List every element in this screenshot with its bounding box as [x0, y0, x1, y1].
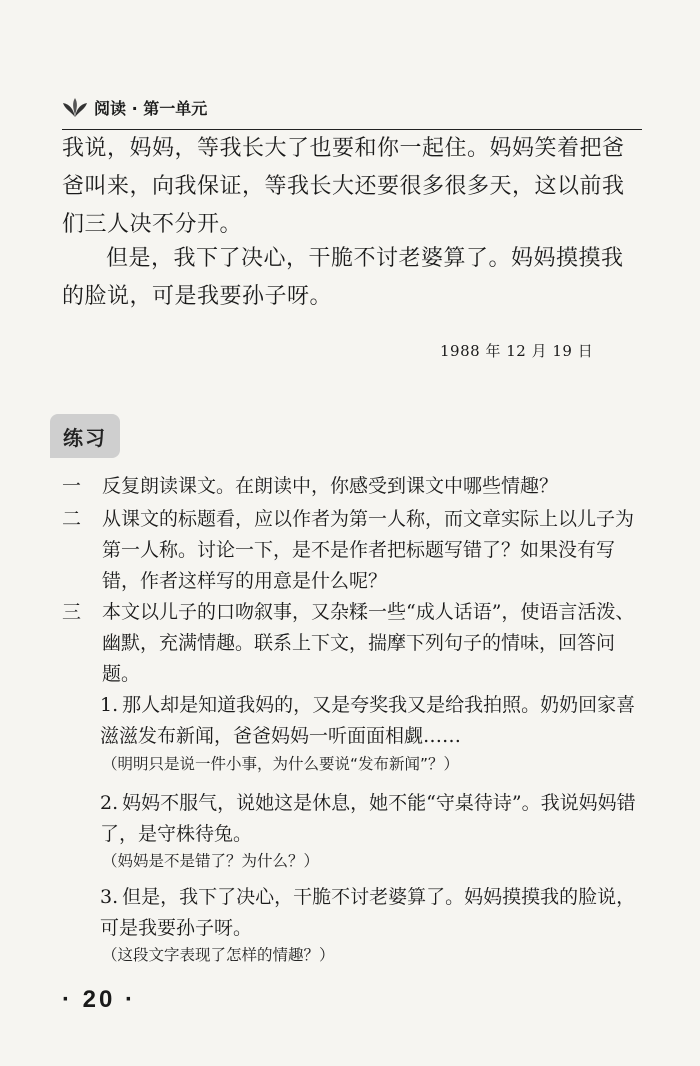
question-number: 三 — [62, 601, 82, 623]
question-text: 反复朗读课文。在朗读中，你感受到课文中哪些情趣？ — [102, 475, 559, 497]
sub-item-3 — [100, 882, 650, 944]
exercise-badge: 练习 — [50, 414, 120, 458]
paragraph-2: 但是，我下了决心，干脆不讨老婆算了。妈妈摸摸我的脸说，可是我要孙子呀。 — [62, 246, 624, 309]
sub-item-number: 2. — [100, 792, 119, 814]
sub-item-note-3: （这段文字表现了怎样的情趣？） — [102, 946, 335, 964]
question-number: 一 — [62, 475, 82, 497]
running-header — [62, 96, 207, 119]
sub-item-note-2: （妈妈是不是错了？为什么？） — [102, 852, 320, 870]
sub-item-2 — [100, 788, 650, 850]
date-line: 1988 年 12 月 19 日 — [440, 342, 594, 360]
sub-item-number: 1. — [100, 694, 119, 716]
header-title: 阅读 · 第一单元 — [94, 99, 208, 118]
sub-item-text: 但是，我下了决心，干脆不讨老婆算了。妈妈摸摸我的脸说，可是我要孙子呀。 — [100, 886, 636, 939]
page-number: · 20 · — [62, 986, 137, 1013]
sub-item-number: 3. — [100, 886, 119, 908]
question-text: 本文以儿子的口吻叙事，又杂糅一些“成人话语”，使语言活泼、幽默，充满情趣。联系上下文，揣摩下列句子的情味，回答问题。 — [102, 601, 635, 685]
sub-item-text: 妈妈不服气，说她这是休息，她不能“守桌待诗”。我说妈妈错了，是守株待兔。 — [100, 792, 636, 845]
question-number: 二 — [62, 508, 82, 530]
paragraph-1: 我说，妈妈，等我长大了也要和你一起住。妈妈笑着把爸爸叫来，向我保证，等我长大还要很多很多天，这以前我们三人决不分开。 — [62, 136, 625, 237]
sub-item-note-1: （明明只是说一件小事，为什么要说“发布新闻”？） — [102, 755, 460, 773]
question-text: 从课文的标题看，应以作者为第一人称，而文章实际上以儿子为第一人称。讨论一下，是不是作者把标题写错了？如果没有写错，作者这样写的用意是什么呢？ — [102, 508, 635, 592]
sub-item-1 — [100, 690, 650, 752]
book-leaf-icon — [62, 97, 88, 119]
sub-item-text: 那人却是知道我妈的，又是夸奖我又是给我拍照。奶奶回家喜滋滋发布新闻，爸爸妈妈一听面面相觑…… — [100, 694, 636, 747]
